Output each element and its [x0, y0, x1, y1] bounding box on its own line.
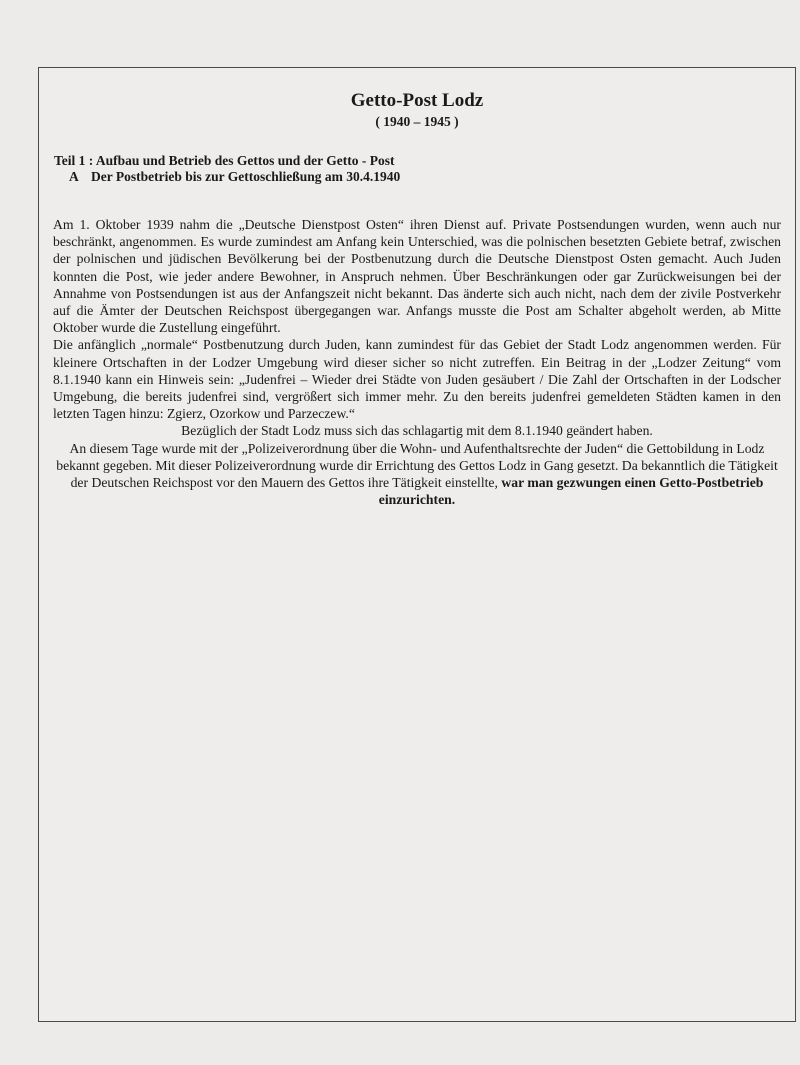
page-title: Getto-Post Lodz	[350, 90, 484, 111]
paragraph-3: Bezüglich der Stadt Lodz muss sich das schlagartig mit dem 8.1.1940 geändert haben.	[181, 423, 653, 439]
paragraph-1: Am 1. Oktober 1939 nahm die „Deutsche Dienstpost Osten“ ihren Dienst auf. Private Postsendungen wurden, wenn auch nur beschränkt, angenommen. Es wurde zumindest am Anfang kein Unterschied, was die polnischen besetzten Gebiete betraf, zwischen der polnischen und jüdischen Bevölkerung bei der Postbenutzung durch die Deutsche Dienstpost Osten gemacht. Auch Juden konnten die Post, wie jeder andere Bewohner, in Anspruch nehmen. Über Beschränkungen oder gar Zurückweisungen bei der Annahme von Postsendungen ist aus der Anfangszeit nicht bekannt. Das änderte sich auch nicht, nach dem der zivile Postverkehr auf die Ämter der Deutschen Reichspost übergegangen war. Anfangs musste die Post am Schalter abgeholt werden, ab Mitte Oktober wurde die Zustellung eingeführt.	[53, 217, 781, 336]
document-body	[53, 216, 781, 508]
section-label: A	[69, 169, 79, 184]
section-heading	[69, 169, 400, 185]
section-heading-text: Der Postbetrieb bis zur Gettoschließung am 30.4.1940	[91, 169, 401, 184]
paragraph-4-text: An diesem Tage wurde mit der „Polizeiverordnung über die Wohn- und Aufenthaltsrechte der Juden“ die Gettobildung in Lodz bekannt gegeben. Mit dieser Polizeiverordnung wurde dir Errichtung des Gettos Lodz in Gang gesetzt. Da bekanntlich die Tätigkeit der Deutschen Reichspost vor den Mauern des Gettos ihre Tätigkeit einstellte,	[56, 440, 778, 491]
paragraph-4	[53, 440, 781, 509]
page-frame	[38, 67, 796, 1022]
paragraph-2: Die anfänglich „normale“ Postbenutzung durch Juden, kann zumindest für das Gebiet der Stadt Lodz angenommen werden. Für kleinere Ortschaften in der Lodzer Umgebung wird dieser sicher so nicht zutreffen. Ein Beitrag in der „Lodzer Zeitung“ vom 8.1.1940 kann ein Hinweis sein: „Judenfrei – Wieder drei Städte von Juden gesäubert / Die Zahl der Ortschaften in der Lodscher Umgebung, die bereits judenfrei sind, vergrößert sich immer mehr. Zu den bereits judenfrei gemeldeten Städten kamen in den letzten Tagen hinzu: Zgierz, Ozorkow und Parzeczew.“	[53, 337, 781, 422]
part-heading: Teil 1 : Aufbau und Betrieb des Gettos und der Getto - Post	[54, 153, 395, 168]
page-subtitle: ( 1940 – 1945 )	[375, 114, 459, 129]
paragraph-4-bold: war man gezwungen einen Getto-Postbetrieb einzurichten.	[378, 475, 764, 508]
